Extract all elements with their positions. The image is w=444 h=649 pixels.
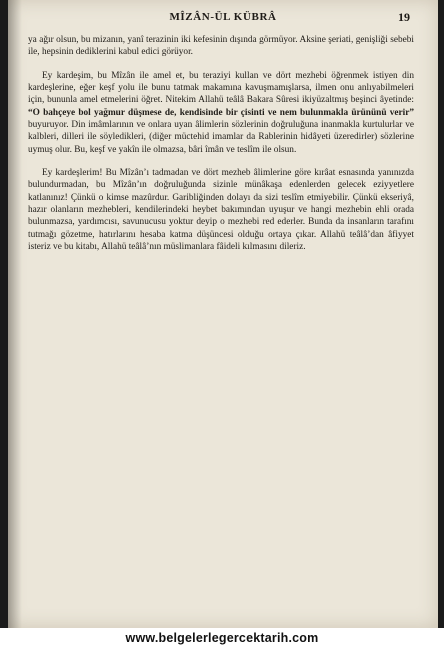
running-title: MÎZÂN-ÜL KÜBRÂ — [169, 11, 277, 23]
paragraph-1 — [28, 34, 414, 59]
book-page — [8, 0, 438, 628]
paragraph-2-text-a: Ey kardeşim, bu Mîzân ile amel et, bu teraziyi kullan ve dört mezhebi öğrenmek istiyen din kardeşlerine, eğer keşf yolu ile bunu tatmak makamına kavuşmamışlarsa, ilmen onu anlıyabilmeleri için, bununla amel etmelerini öğret. Nitekim Allahü teâlâ Bakara Sûresi ikiyüzaltmış beşinci âyetinde: — [28, 70, 414, 106]
page-header — [8, 11, 438, 29]
paragraph-1-text: ya ağır olsun, bu mizanın, yanî terazinin iki kefesinin dışında görmüyor. Aksine şeriati, genişliği sebebi ile, hepsinin dediklerini kabul edici görüyor. — [28, 35, 414, 58]
footer-bar — [0, 628, 444, 649]
body-text — [28, 34, 414, 254]
paragraph-3-text: Ey kardeşlerim! Bu Mîzân’ı tadmadan ve dört mezheb âlimlerine göre kırâat esnasında yanınızda bulundurmadan, bu Mîzân’ın doğruluğunda sizinle münâkaşa edenlerden gelecek eziyyetlere katlanınız! Çünkü o kimse mazûrdur. Garibliğinden dolayı da sizi teslîm etmiyebilir. Çünkü ekseriyâ, hazır olanların mezhebleri, kendilerindeki heybet bakımından uyuşur ve hangi mezhebin ehli orada bulunmazsa, yardımcısı, savunucusu yoktur deyip o mezhebi red ederler. Bunda da insanların tarafını tutmağı gözetme, hatırlarını hesaba katma düşüncesi olduğu ortaya çıkar. Allahü teâlâ’dan âfiyyet isteriz ve bu kitabı, Allahü teâlâ’nın müslimanlara fâideli kılmasını dileriz. — [28, 168, 414, 253]
ayet-quote: “O bahçeye bol yağmur düşmese de, kendisinde bir çisinti ve nem bulunmakla ürününü verir” — [28, 107, 414, 118]
paragraph-2 — [28, 70, 414, 156]
paragraph-2-text-b: buyuruyor. Din imâmlarının ve onlara uyan âlimlerin sözlerinin doğruluğuna inanmakla kurtulurlar ve kalbleri, dilleri ile söyledikleri, (diğer müctehid imamlar da Rablerinin hidâyeti üzeredirler) sözlerine uymuş olur. Bu, keşf ve yakîn ile olmazsa, bâri îmân ve teslîm ile olsun. — [28, 120, 414, 155]
website-url: www.belgelerlegercektarih.com — [125, 631, 319, 645]
paragraph-3 — [28, 167, 414, 253]
binding-gutter-shadow — [8, 0, 22, 628]
page-number: 19 — [398, 10, 410, 24]
